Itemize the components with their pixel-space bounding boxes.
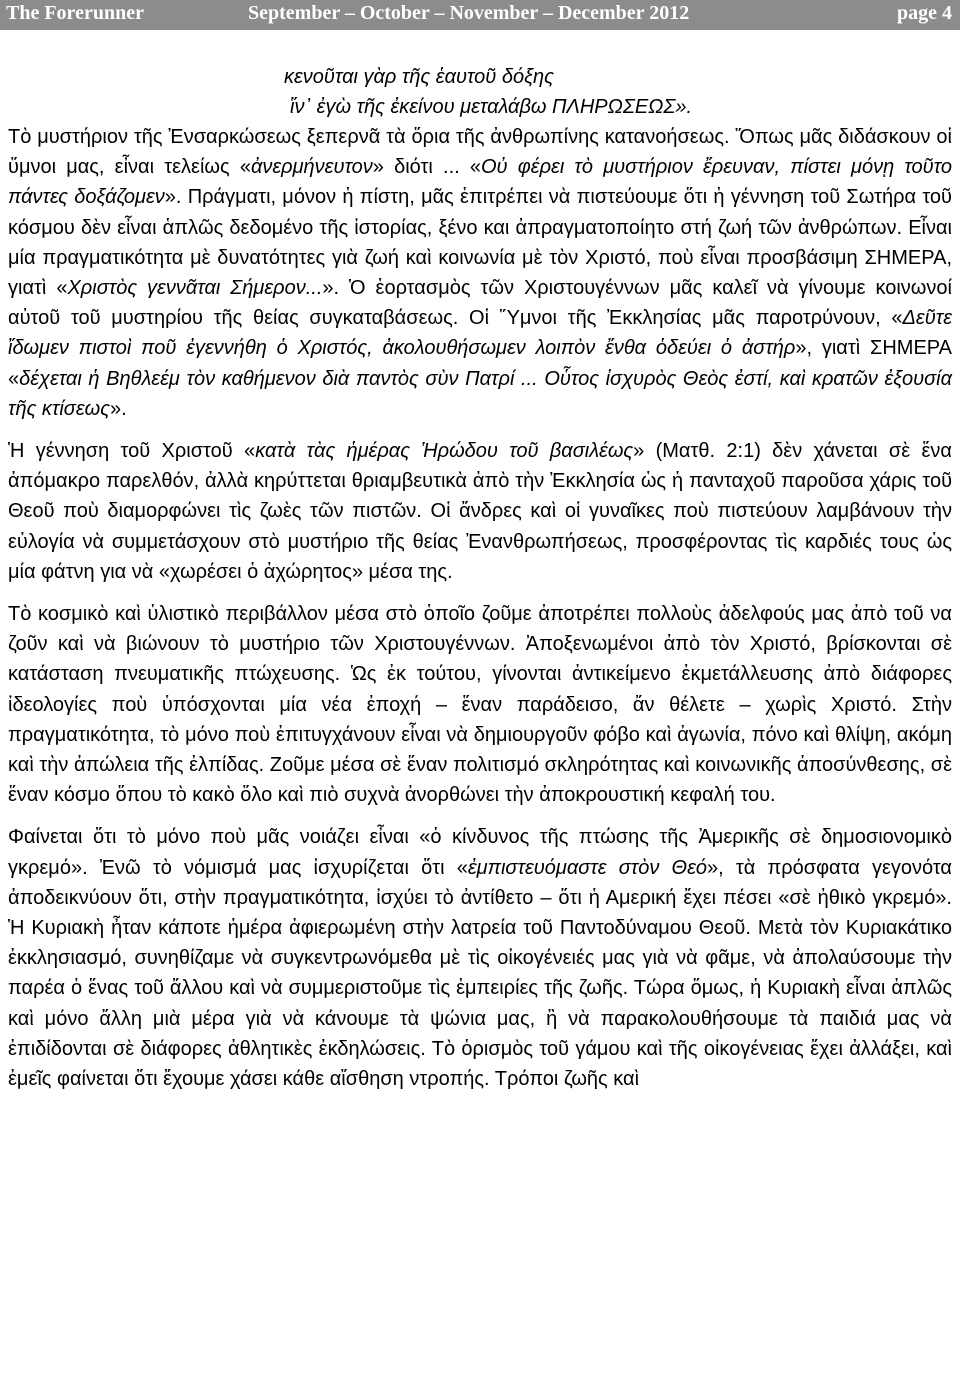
page-number: page 4 xyxy=(897,2,952,24)
paragraph-2 xyxy=(8,436,952,587)
article-body xyxy=(8,62,952,1094)
paragraph-text: ». Ὁ ἑορτασμὸς τῶν Χριστουγέννων μᾶς καλεῖ νὰ γίνουμε κοινωνοί αὐτοῦ τοῦ μυστηρίου τῆς θείας συγκαταβάσεως. Οἱ Ὕμνοι τῆς Ἐκκλησίας μᾶς παροτρύνουν, « xyxy=(8,277,952,330)
verse-line-1: κενοῦται γὰρ τῆς ἑαυτοῦ δόξης xyxy=(284,66,554,88)
italic-quote: Χριστὸς γεννᾶται Σήμερον... xyxy=(67,277,323,300)
paragraph-text: Τὸ κοσμικὸ καὶ ὑλιστικὸ περιβάλλον μέσα στὸ ὁποῖο ζοῦμε ἀποτρέπει πολλοὺς ἀδελφούς μας ἀπὸ τοῦ να ζοῦν καὶ νὰ βιώνουν τὸ μυστήριο τῶν Χριστουγέννων. Ἀποξενωμένοι ἀπὸ τὸν Χριστό, βρίσκονται σὲ κατάσταση πνευματικῆς πτώχευσης. Ὡς ἐκ τούτου, γίνονται ἀντικείμενο ἐκμετάλλευσης ἀπὸ διάφορες ἰδεολογίες ποὺ ὑπόσχονται μία νέα ἐποχή – ἕναν παράδεισο, ἄν θέλετε – χωρὶς Χριστό. Στὴν πραγματικότητα, τὸ μόνο ποὺ ἐπιτυγχάνουν εἶναι νὰ δημιουργοῦν φόβο καὶ ἀγωνία, πόνο καὶ θλίψη, ακόμη καὶ τὴν ἀπώλεια τῆς ἐλπίδας. Ζοῦμε μέσα σὲ ἕναν πολιτισμό σκληρότητας καὶ κοινωνικῆς ἀποσύνθεσης, σὲ ἕναν κόσμο ὅπου τὸ κακὸ ὅλο καὶ πιὸ συχνὰ ἀνορθώνει τὴν ἀποκρουστική κεφαλή του. xyxy=(8,603,952,807)
paragraph-text: ». xyxy=(109,397,127,420)
italic-quote: δέχεται ἡ Βηθλεέμ τὸν καθήμενον διὰ παντὸς σὺν Πατρί ... Οὗτος ἰσχυρὸς Θεὸς ἐστί, καὶ κρατῶν ἐξουσία τῆς κτίσεως xyxy=(8,367,952,420)
paragraph-text: », τὰ πρόσφατα γεγονότα ἀποδεικνύουν ὅτι, στὴν πραγματικότητα, ἰσχύει τὸ ἀντίθετο – ὅτι ἡ Αμερική ἔχει πέσει «σὲ ἠθικὸ γκρεμό». Ἡ Κυριακὴ ἦταν κάποτε ἡμέρα ἀφιερωμένη στὴν λατρεία τοῦ Παντοδύναμου Θεοῦ. Μετὰ τὸν Κυριακάτικο ἐκκλησιασμό, συνηθίζαμε νὰ συγκεντρωνόμεθα μὲ τὶς οἰκογένειές μας γιὰ νὰ φᾶμε, νὰ ἀπολαύσουμε τὴν παρέα ὁ ἕνας τοῦ ἄλλου καὶ νὰ συμμεριστοῦμε τὶς ἐμπειρίες τῆς ζωῆς. Τώρα ὅμως, ἡ Κυριακὴ εἶναι ἁπλῶς καὶ μόνο ἄλλη μιὰ μέρα γιὰ νὰ κάνουμε τὰ ψώνια μας, ἢ νὰ παρακολουθήσουμε τὰ παιδιά μας νὰ ἐπιδίδονται σὲ διάφορες ἀθλητικὲς ἐκδηλώσεις. Τὸ ὁρισμὸς τοῦ γάμου καὶ τῆς οἰκογένειας ἔχει ἀλλάξει, καὶ ἐμεῖς φαίνεται ὅτι ἔχουμε χάσει κάθε αἴσθηση ντροπής. Τρόποι ζωῆς καὶ xyxy=(8,856,952,1091)
paragraph-text: » διότι ... « xyxy=(372,156,481,179)
paragraph-text: ». Πράγματι, μόνον ἡ πίστη, μᾶς ἐπιτρέπει νὰ πιστεύουμε ὅτι ἡ γέννηση τοῦ Σωτήρα τοῦ κόσμου δὲν εἶναι ἁπλῶς δεδομένο τῆς ἱστορίας, ξένο και ἀπραγματοποίητο στή ζωή τῶν ἀνθρώπων. Εἶναι μία πραγματικότητα μὲ δυνατότητες γιὰ ζωή καὶ κοινωνία μὲ τὸν Χριστό, ποὺ εἶναι προσβάσιμη ΣΗΜΕΡΑ, γιατὶ « xyxy=(8,186,952,300)
paragraph-text: Ἡ γέννηση τοῦ Χριστοῦ « xyxy=(8,440,256,463)
paragraph-1 xyxy=(8,122,952,424)
page-header xyxy=(0,0,960,30)
issue-date: September – October – November – December 2012 xyxy=(248,2,690,24)
publication-title: The Forerunner xyxy=(6,2,144,24)
paragraph-text: » (Ματθ. 2:1) δὲν χάνεται σὲ ἕνα ἀπόμακρο παρελθόν, ἀλλὰ κηρύττεται θριαμβευτικὰ ἀπὸ τὴν Ἐκκλησία ὡς ἡ πανταχοῦ παροῦσα χάρις τοῦ Θεοῦ ποὺ διαμορφώνει τὶς ζωὲς τῶν πιστῶν. Οἱ ἄνδρες καὶ οἱ γυναῖκες ποὺ πιστεύουν λαμβάνουν τὴν εὐλογία νὰ συμμετάσχουν στὸ μυστήριο τῆς θείας Ἐνανθρωπήσεως, προσφέροντας τὶς καρδιές τους ὡς μία φάτνη για νὰ «χωρέσει ὁ ἀχώρητος» μέσα της. xyxy=(8,440,952,583)
paragraph-gap xyxy=(8,424,952,436)
italic-quote: κατὰ τὰς ἡμέρας Ἡρώδου τοῦ βασιλέως xyxy=(255,440,634,463)
paragraph-4 xyxy=(8,822,952,1094)
paragraph-text: Τὸ μυστήριον τῆς Ἐνσαρκώσεως ξεπερνᾶ τὰ ὅρια τῆς ἀνθρωπίνης κατανοήσεως. Ὅπως μᾶς διδάσκουν οἱ ὕμνοι μας, εἶναι τελείως « xyxy=(8,126,952,179)
verse-line-2: ἵν᾽ ἐγὼ τῆς ἐκείνου μεταλάβω ΠΛΗΡΩΣΕΩΣ». xyxy=(290,96,693,118)
italic-quote: ἀνερμήνευτον xyxy=(250,156,373,179)
paragraph-gap xyxy=(8,587,952,599)
italic-quote: Οὐ φέρει τὸ μυστήριον ἔρευναν, πίστει μόνῃ τοῦτο πάντες δοξάζομεν xyxy=(8,156,952,209)
paragraph-text: Φαίνεται ὅτι τὸ μόνο ποὺ μᾶς νοιάζει εἶναι «ὁ κίνδυνος τῆς πτώσης τῆς Ἀμερικῆς σὲ δημοσιονομικὸ γκρεμό». Ἐνῶ τὸ νόμισμά μας ἰσχυρίζεται ὅτι « xyxy=(8,826,952,879)
paragraph-text: », γιατὶ ΣΗΜΕΡΑ « xyxy=(8,337,952,390)
italic-quote: ἐμπιστευόμαστε στὸν Θεό xyxy=(467,856,707,879)
paragraph-gap xyxy=(8,810,952,822)
italic-quote: Δεῦτε ἴδωμεν πιστοὶ ποῦ ἐγεννήθη ὁ Χριστός, ἀκολουθήσωμεν λοιπὸν ἔνθα ὁδεύει ὁ ἀστήρ xyxy=(8,307,952,360)
paragraph-3 xyxy=(8,599,952,810)
